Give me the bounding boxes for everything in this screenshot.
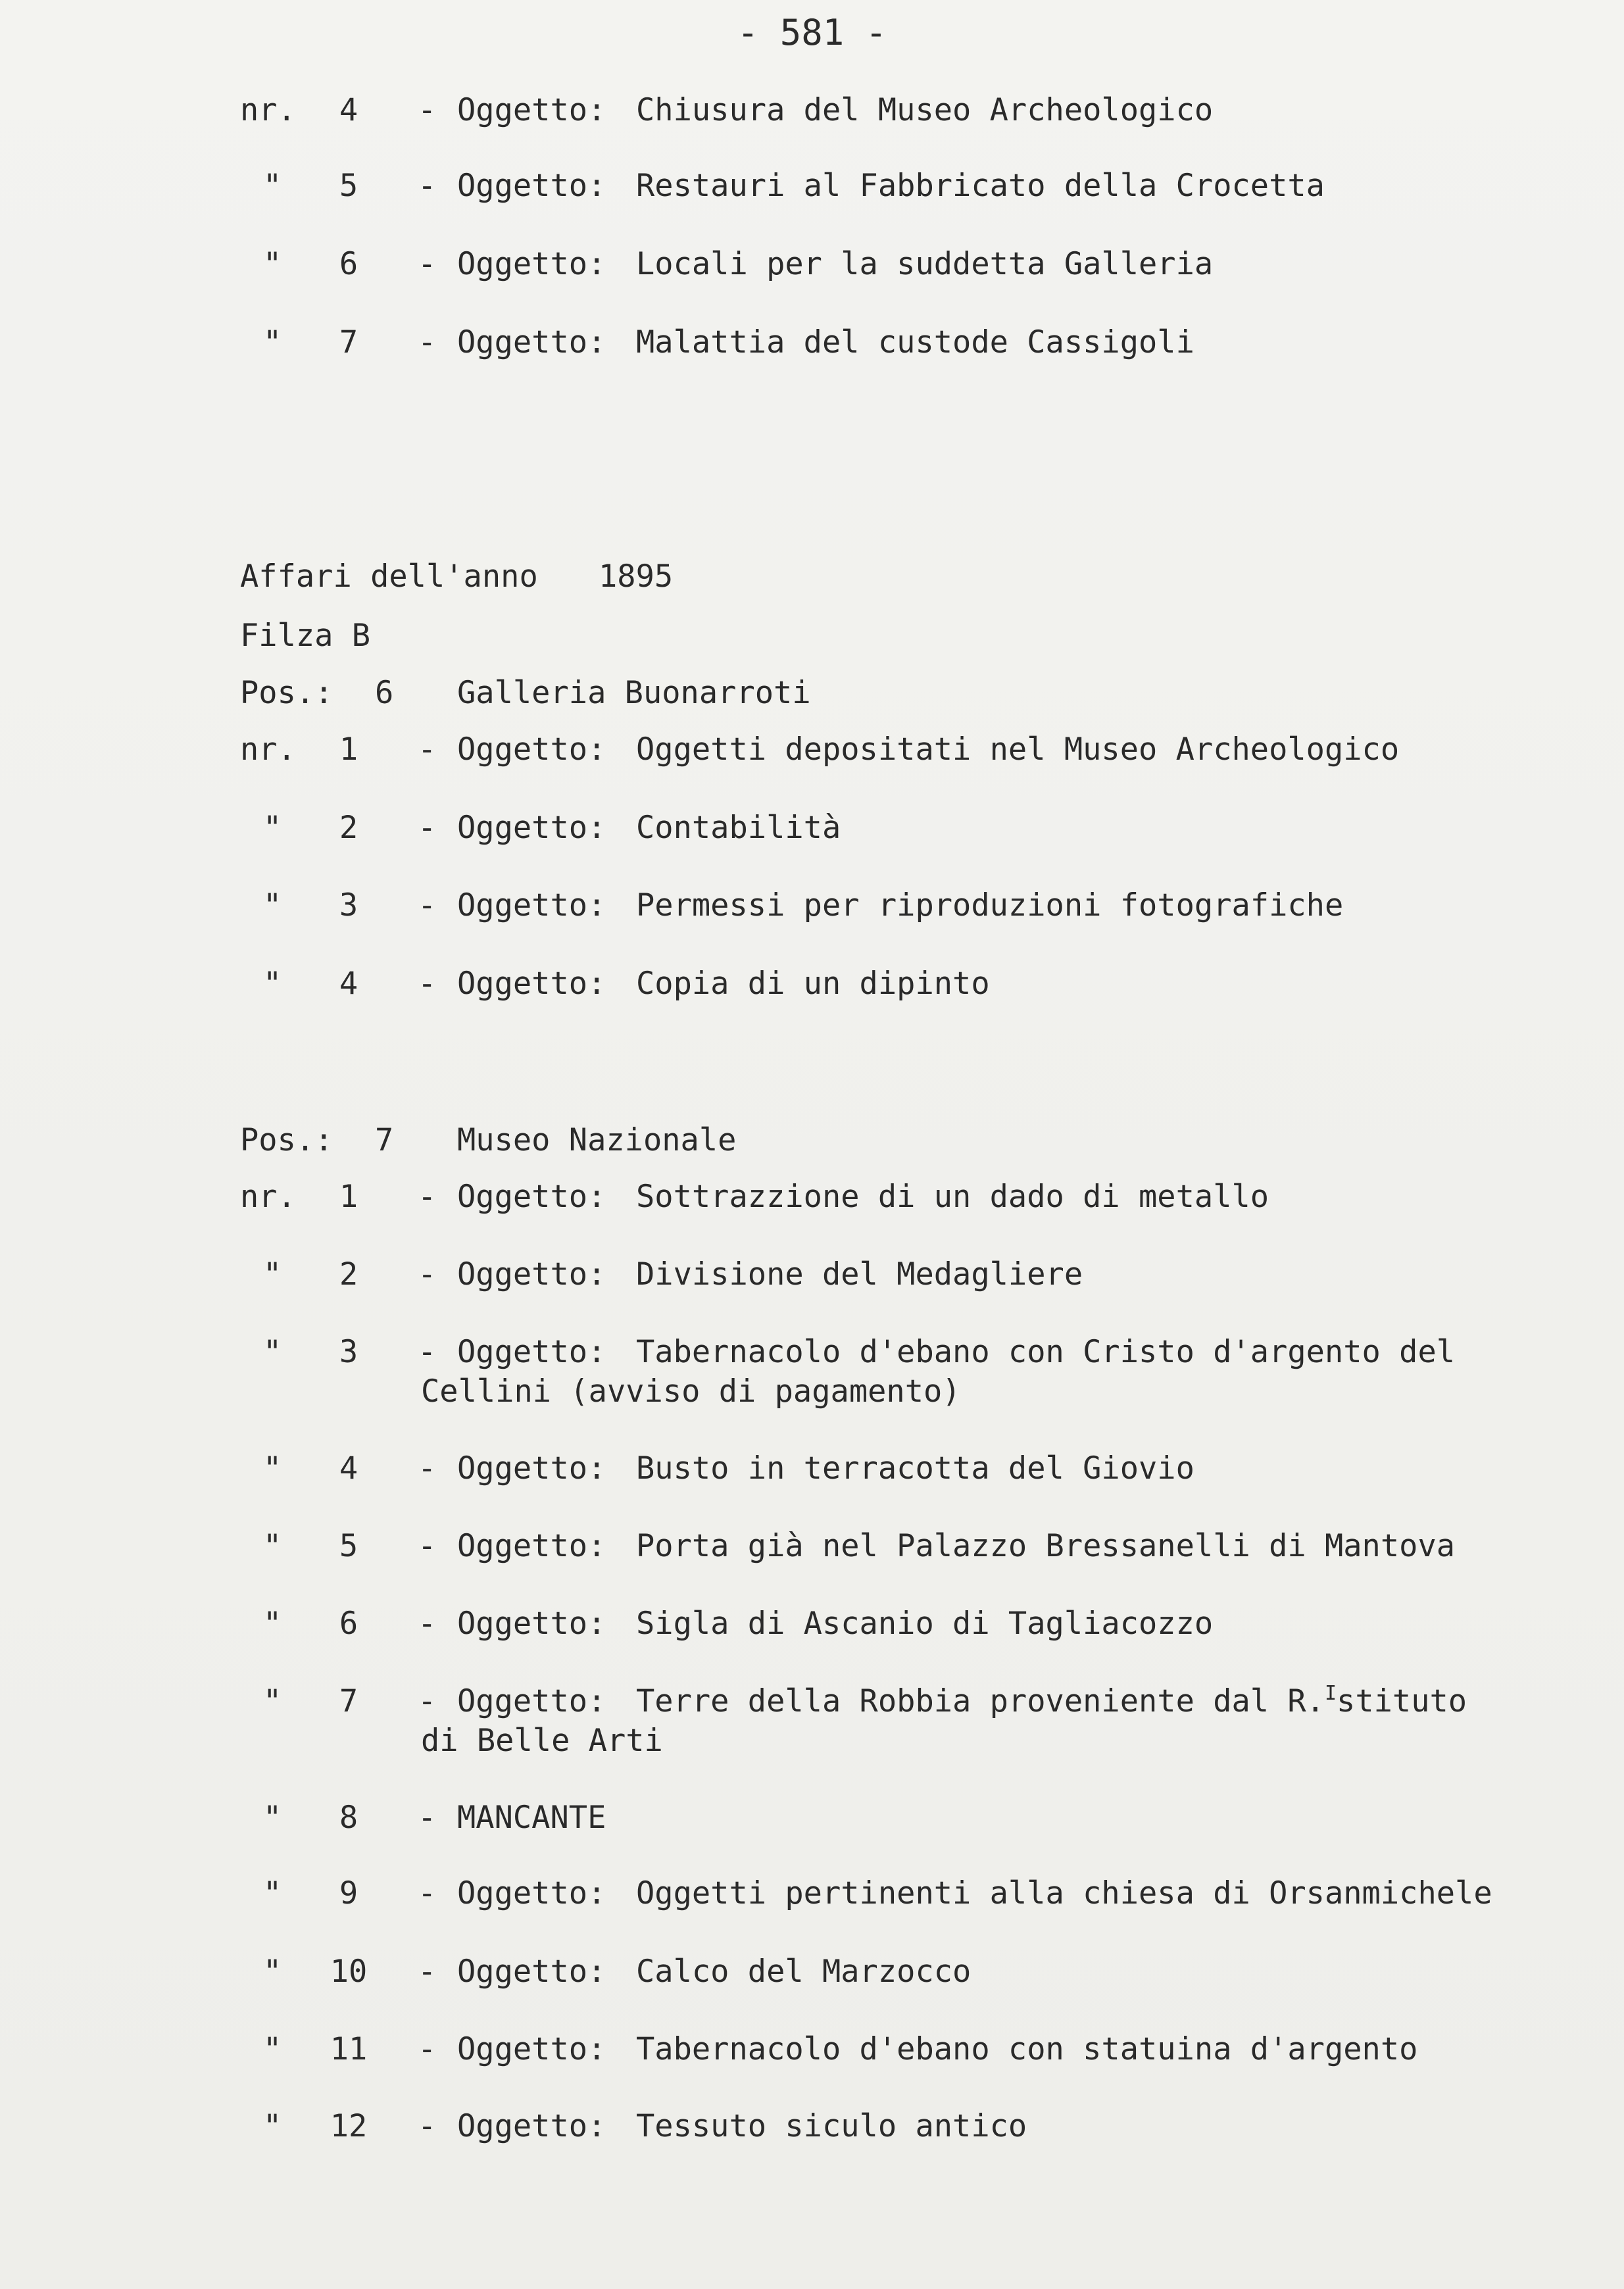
entry-abbr: " <box>263 2031 282 2067</box>
entry-subject: Sigla di Ascanio di Tagliacozzo <box>636 1606 1214 1642</box>
entry-abbr: " <box>263 246 282 282</box>
entry-subject: Busto in terracotta del Giovio <box>636 1450 1194 1487</box>
entry-row <box>0 1177 1624 1223</box>
pos-label: Pos.: <box>240 1122 333 1158</box>
entry-subject: Tabernacolo d'ebano con Cristo d'argento del <box>636 1334 1456 1370</box>
entry-subject: Oggetti depositati nel Museo Archeologico <box>636 731 1400 768</box>
entry-dash: - <box>418 246 437 282</box>
entry-abbr: nr. <box>240 1179 296 1215</box>
pos-label: Pos.: <box>240 675 333 711</box>
entry-continuation-row <box>0 1721 1624 1767</box>
entry-row <box>0 2107 1624 2153</box>
entry-number: 6 <box>339 246 358 282</box>
entry-subject: Tabernacolo d'ebano con statuina d'argento <box>636 2031 1418 2067</box>
entry-number: 5 <box>339 1528 358 1564</box>
entry-number: 10 <box>330 1954 368 1990</box>
entry-subject: Divisione del Medagliere <box>636 1256 1083 1292</box>
entry-row <box>0 91 1624 137</box>
entry-number: 3 <box>339 1334 358 1370</box>
entry-number: 4 <box>339 92 358 128</box>
entry-subject: Restauri al Fabbricato della Crocetta <box>636 168 1325 204</box>
entry-subject: Tessuto siculo antico <box>636 2108 1027 2144</box>
entry-dash: - <box>418 1800 437 1836</box>
entry-label: Oggetto: <box>457 324 606 360</box>
entry-abbr: " <box>263 1683 282 1719</box>
entry-row <box>0 2030 1624 2076</box>
entry-dash: - <box>418 168 437 204</box>
entry-row <box>0 886 1624 932</box>
entry-abbr: " <box>263 168 282 204</box>
entry-abbr: " <box>263 1528 282 1564</box>
entry-label: Oggetto: <box>457 92 606 128</box>
entry-abbr: " <box>263 324 282 360</box>
entry-dash: - <box>418 1334 437 1370</box>
entry-number: 2 <box>339 1256 358 1292</box>
entry-number: 7 <box>339 324 358 360</box>
entry-label: Oggetto: <box>457 966 606 1002</box>
entry-label: Oggetto: <box>457 168 606 204</box>
entry-subject: Malattia del custode Cassigoli <box>636 324 1194 360</box>
entry-row <box>0 1604 1624 1650</box>
entry-number: 11 <box>330 2031 368 2067</box>
entry-number: 1 <box>339 1179 358 1215</box>
entry-row <box>0 1952 1624 1998</box>
entry-subject: Permessi per riproduzioni fotografiche <box>636 887 1344 923</box>
entry-dash: - <box>418 324 437 360</box>
entry-continuation-row <box>0 1372 1624 1418</box>
affari-year: 1895 <box>599 558 674 595</box>
entry-dash: - <box>418 810 437 846</box>
entry-number: 6 <box>339 1606 358 1642</box>
entry-number: 12 <box>330 2108 368 2144</box>
entry-missing: MANCANTE <box>457 1800 606 1836</box>
affari-label: Affari dell'anno <box>240 558 538 595</box>
entry-dash: - <box>418 1528 437 1564</box>
entry-label: Oggetto: <box>457 1683 606 1719</box>
entry-dash: - <box>418 1875 437 1911</box>
pos-number: 6 <box>375 675 394 711</box>
entry-row <box>0 964 1624 1010</box>
entry-dash: - <box>418 1683 437 1719</box>
pos-heading <box>0 1121 1624 1167</box>
entry-abbr: " <box>263 1334 282 1370</box>
entry-dash: - <box>418 1179 437 1215</box>
entry-label: Oggetto: <box>457 1256 606 1292</box>
entry-abbr: nr. <box>240 731 296 768</box>
entry-dash: - <box>418 887 437 923</box>
entry-label: Oggetto: <box>457 1606 606 1642</box>
entry-row <box>0 1798 1624 1844</box>
entry-row <box>0 323 1624 369</box>
entry-number: 5 <box>339 168 358 204</box>
entry-subject: Copia di un dipinto <box>636 966 990 1002</box>
entry-number: 3 <box>339 887 358 923</box>
entry-continuation: di Belle Arti <box>421 1723 663 1759</box>
affari-heading <box>0 557 1624 603</box>
entry-abbr: " <box>263 1450 282 1487</box>
entry-dash: - <box>418 2108 437 2144</box>
entry-label: Oggetto: <box>457 1450 606 1487</box>
entry-number: 4 <box>339 1450 358 1487</box>
entry-label: Oggetto: <box>457 1875 606 1911</box>
entry-dash: - <box>418 1450 437 1487</box>
entry-abbr: " <box>263 1800 282 1836</box>
entry-label: Oggetto: <box>457 2031 606 2067</box>
pos-heading <box>0 674 1624 720</box>
entry-dash: - <box>418 1256 437 1292</box>
subject-part: Terre della Robbia proveniente dal R. <box>636 1683 1325 1719</box>
entry-abbr: " <box>263 1256 282 1292</box>
entry-row <box>0 1449 1624 1495</box>
entry-dash: - <box>418 92 437 128</box>
entry-abbr: nr. <box>240 92 296 128</box>
pos-number: 7 <box>375 1122 394 1158</box>
entry-dash: - <box>418 2031 437 2067</box>
entry-abbr: " <box>263 1875 282 1911</box>
entry-subject: Oggetti pertinenti alla chiesa di Orsanmichele <box>636 1875 1492 1911</box>
entry-abbr: " <box>263 887 282 923</box>
entry-label: Oggetto: <box>457 1528 606 1564</box>
entry-subject: Contabilità <box>636 810 841 846</box>
filza-heading <box>0 616 1624 662</box>
entry-number: 8 <box>339 1800 358 1836</box>
entry-number: 1 <box>339 731 358 768</box>
entry-label: Oggetto: <box>457 731 606 768</box>
entry-abbr: " <box>263 810 282 846</box>
superscript-letter: I <box>1324 1682 1337 1705</box>
entry-abbr: " <box>263 1606 282 1642</box>
entry-label: Oggetto: <box>457 2108 606 2144</box>
entry-row <box>0 1874 1624 1920</box>
page-number: - 581 - <box>737 12 887 53</box>
entry-dash: - <box>418 731 437 768</box>
entry-row <box>0 1527 1624 1573</box>
entry-row <box>0 166 1624 212</box>
entry-subject: Chiusura del Museo Archeologico <box>636 92 1214 128</box>
entry-abbr: " <box>263 1954 282 1990</box>
entry-dash: - <box>418 966 437 1002</box>
pos-title: Galleria Buonarroti <box>457 675 811 711</box>
entry-subject: Calco del Marzocco <box>636 1954 972 1990</box>
filza-label: Filza B <box>240 618 371 654</box>
pos-title: Museo Nazionale <box>457 1122 737 1158</box>
entry-row <box>0 245 1624 291</box>
entry-row <box>0 808 1624 854</box>
subject-part: stituto <box>1337 1683 1467 1719</box>
entry-subject: Sottrazzione di un dado di metallo <box>636 1179 1269 1215</box>
entry-dash: - <box>418 1954 437 1990</box>
entry-label: Oggetto: <box>457 1334 606 1370</box>
entry-number: 9 <box>339 1875 358 1911</box>
entry-label: Oggetto: <box>457 246 606 282</box>
entry-label: Oggetto: <box>457 1179 606 1215</box>
entry-subject <box>636 1682 1467 1721</box>
entry-label: Oggetto: <box>457 810 606 846</box>
entry-number: 4 <box>339 966 358 1002</box>
entry-continuation: Cellini (avviso di pagamento) <box>421 1373 961 1410</box>
entry-subject: Porta già nel Palazzo Bressanelli di Mantova <box>636 1528 1456 1564</box>
entry-abbr: " <box>263 966 282 1002</box>
entry-subject: Locali per la suddetta Galleria <box>636 246 1214 282</box>
entry-label: Oggetto: <box>457 1954 606 1990</box>
entry-row <box>0 730 1624 776</box>
entry-number: 2 <box>339 810 358 846</box>
entry-number: 7 <box>339 1683 358 1719</box>
entry-dash: - <box>418 1606 437 1642</box>
entry-row <box>0 1255 1624 1301</box>
entry-label: Oggetto: <box>457 887 606 923</box>
entry-abbr: " <box>263 2108 282 2144</box>
